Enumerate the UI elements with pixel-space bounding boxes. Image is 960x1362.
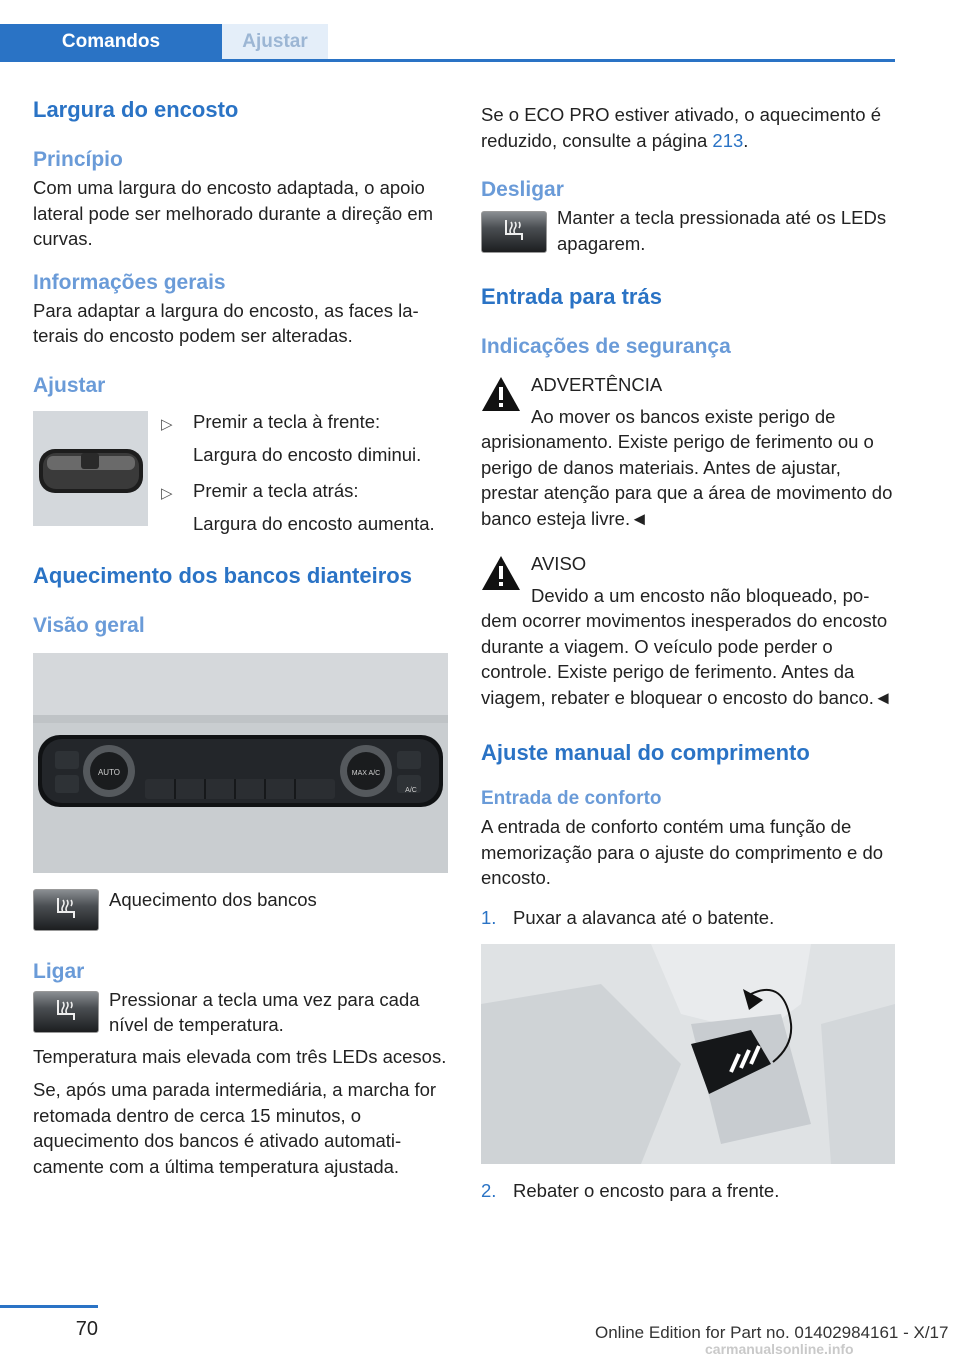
adjust-step-back-result: Largura do encosto aumenta. — [193, 513, 435, 534]
seat-lever-image — [481, 944, 895, 1164]
heading-backrest-width: Largura do encosto — [33, 97, 239, 122]
seat-heating-button-image — [33, 889, 99, 931]
triangle-bullet-icon: ▷ — [161, 415, 173, 433]
heading-on: Ligar — [33, 959, 85, 983]
climate-panel-illustration — [33, 653, 448, 873]
text-principle: Com uma largura do encosto adaptada, o apoio lateral pode ser melhorado durante a direção em curvas. — [33, 177, 434, 249]
warning-1-text: Ao mover os bancos existe perigo de aprisionamento. Existe perigo de ferimento ou o perigo de danos materiais. Antes de ajustar, prestar atenção para que a área de movimento do banco esteja livre.◄ — [481, 405, 893, 529]
off-row — [481, 207, 895, 256]
warning-block-2 — [481, 551, 895, 710]
text-comfort-entry: A entrada de conforto contém uma função de memorização para o ajuste do comprimento e do encosto. — [481, 816, 884, 888]
step-text: Rebater o encosto para a frente. — [513, 1180, 780, 1201]
comfort-step-1 — [481, 905, 895, 931]
panel-label-auto: AUTO — [97, 767, 121, 777]
climate-panel-image — [33, 653, 448, 873]
seat-heating-button-image — [481, 211, 547, 253]
page-number: 70 — [75, 1318, 98, 1340]
seat-heating-label: Aquecimento dos bancos — [109, 888, 317, 910]
heading-rear-entry: Entrada para trás — [481, 284, 662, 309]
header-rule — [0, 59, 895, 62]
heading-off: Desligar — [481, 178, 564, 201]
seat-lever-illustration — [481, 944, 895, 1164]
warning-2-title: AVISO — [531, 553, 587, 574]
heading-manual-length: Ajuste manual do comprimento — [481, 740, 810, 765]
triangle-bullet-icon: ▷ — [161, 484, 173, 502]
backrest-switch-illustration — [33, 411, 148, 526]
on-row — [33, 988, 448, 1038]
panel-label-max: MAX A/C — [351, 769, 381, 777]
warning-2-text: Devido a um encosto não bloqueado, podem ocorrer movimentos inesperados do encosto durante a viagem. O veículo pode perder o controle. Existe perigo de ferimento. Antes da viagem, rebater e bloquear o encosto do banco.◄ — [481, 584, 893, 708]
heading-overview: Visão geral — [33, 613, 145, 637]
heading-comfort-entry: Entrada de conforto — [481, 788, 662, 809]
right-column — [481, 102, 895, 1204]
text-eco-pro-end: . — [743, 129, 749, 151]
adjust-step-back-action: Premir a tecla atrás: — [193, 479, 359, 501]
text-restart: Se, após uma parada intermediária, a marcha for retomada dentro de cerca 15 minutos, o aquecimento dos bancos é ativado automaticamente com a última temperatura ajustada. — [33, 1079, 437, 1177]
panel-label-ac: A/C — [405, 786, 417, 794]
adjust-step-front-result: Largura do encosto diminui. — [193, 444, 422, 465]
warning-triangle-icon — [481, 555, 521, 591]
backrest-width-switch-image — [33, 411, 148, 526]
warning-block-1 — [481, 372, 895, 531]
step-text: Puxar a alavanca até o batente. — [513, 906, 775, 928]
step-number: 2. — [481, 1180, 497, 1201]
watermark: carmanualsonline.info — [705, 1341, 854, 1357]
page-link-213[interactable]: 213 — [712, 129, 744, 151]
tab-comandos[interactable]: Comandos — [0, 24, 222, 59]
comfort-steps-2 — [481, 1178, 895, 1204]
heading-adjust: Ajustar — [33, 373, 106, 397]
adjust-block — [33, 411, 448, 537]
heading-safety: Indicações de segurança — [481, 335, 731, 358]
warning-triangle-icon — [481, 376, 521, 412]
tab-ajustar[interactable]: Ajustar — [222, 24, 328, 59]
text-eco-pro-main: Se o ECO PRO estiver ativado, o aquecimento é reduzido, consulte a página — [481, 104, 882, 151]
comfort-step-2 — [481, 1178, 895, 1204]
seat-heating-icon — [54, 896, 78, 922]
heading-general-info: Informações gerais — [33, 270, 226, 294]
seat-heating-icon — [54, 998, 78, 1024]
adjust-step-front-action: Premir a tecla à frente: — [193, 410, 381, 432]
step-number: 1. — [481, 906, 497, 928]
header-tabs — [0, 24, 895, 62]
text-general-info: Para adaptar a largura do encosto, as faces laterais do encosto podem ser alteradas. — [33, 299, 419, 346]
heading-principle: Princípio — [33, 148, 123, 171]
text-on: Pressionar a tecla uma vez para cada nível de temperatura. — [109, 988, 420, 1035]
footer-edition: Online Edition for Part no. 01402984161 - X/17 — [595, 1323, 949, 1342]
seat-heating-button-image — [33, 991, 99, 1033]
adjust-step-front — [156, 409, 435, 468]
adjust-steps — [156, 409, 435, 537]
adjust-step-back — [156, 478, 435, 537]
seat-heating-key-row — [33, 889, 448, 931]
comfort-steps-1 — [481, 905, 895, 931]
left-column — [33, 95, 448, 1179]
warning-1-title: ADVERTÊNCIA — [531, 374, 663, 395]
seat-heating-icon — [502, 218, 526, 244]
footer-rule — [0, 1305, 98, 1308]
text-leds: Temperatura mais elevada com três LEDs acesos. — [33, 1045, 447, 1067]
text-eco-pro — [481, 102, 895, 153]
heading-seat-heating: Aquecimento dos bancos dianteiros — [33, 562, 412, 588]
text-off: Manter a tecla pressionada até os LEDs apagarem. — [557, 207, 887, 254]
